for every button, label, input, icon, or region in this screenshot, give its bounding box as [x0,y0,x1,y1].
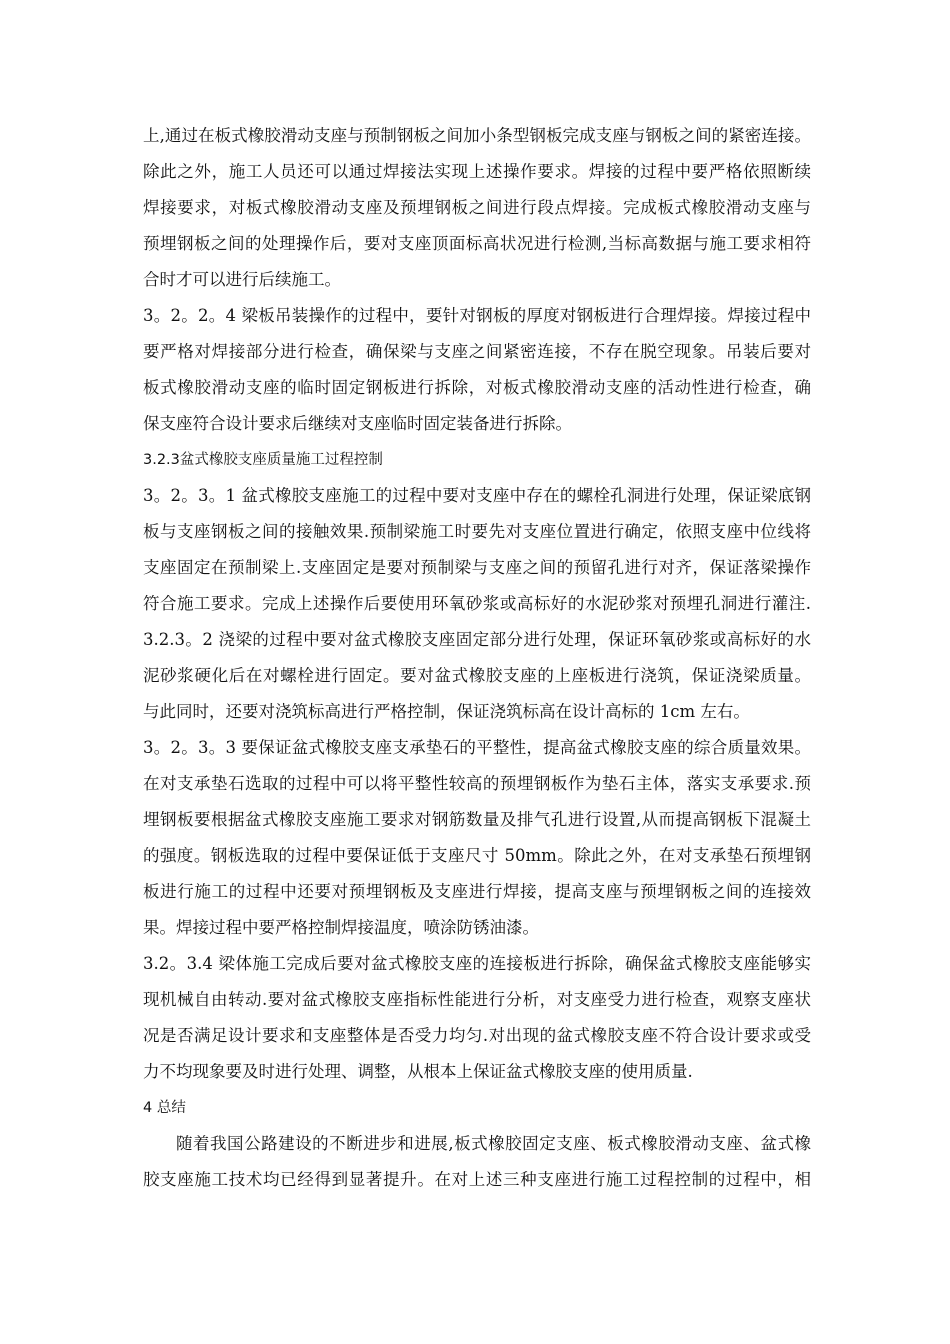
paragraph-line: 除此之外，施工人员还可以通过焊接法实现上述操作要求。焊接的过程中要严格依照断续 [143,162,811,181]
paragraph-line: 况是否满足设计要求和支座整体是否受力均匀.对出现的盆式橡胶支座不符合设计要求或受 [143,1026,811,1045]
paragraph-line: 埋钢板要根据盆式橡胶支座施工要求对钢筋数量及排气孔进行设置,从而提高钢板下混凝土 [143,810,811,829]
paragraph-line: 3。2。3。3 要保证盆式橡胶支座支承垫石的平整性，提高盆式橡胶支座的综合质量效果。 [143,738,811,757]
paragraph-line: 胶支座施工技术均已经得到显著提升。在对上述三种支座进行施工过程控制的过程中，相 [143,1170,811,1189]
paragraph-line: 在对支承垫石选取的过程中可以将平整性较高的预埋钢板作为垫石主体，落实支承要求.预 [143,774,811,793]
paragraph-line: 板式橡胶滑动支座的临时固定钢板进行拆除，对板式橡胶滑动支座的活动性进行检查，确 [143,378,811,397]
paragraph-line: 焊接要求，对板式橡胶滑动支座及预埋钢板之间进行段点焊接。完成板式橡胶滑动支座与 [143,198,811,217]
paragraph-line: 的强度。钢板选取的过程中要保证低于支座尺寸 50mm。除此之外，在对支承垫石预埋钢 [143,846,811,865]
paragraph-line: 3。2。3。1 盆式橡胶支座施工的过程中要对支座中存在的螺栓孔洞进行处理，保证梁底钢 [143,486,811,505]
paragraph-line: 预埋钢板之间的处理操作后，要对支座顶面标高状况进行检测,当标高数据与施工要求相符 [143,234,811,253]
paragraph-line: 3.2。3.4 梁体施工完成后要对盆式橡胶支座的连接板进行拆除，确保盆式橡胶支座能够实 [143,954,811,973]
paragraph-line: 泥砂浆硬化后在对螺栓进行固定。要对盆式橡胶支座的上座板进行浇筑，保证浇梁质量。 [143,666,811,685]
paragraph-line: 上,通过在板式橡胶滑动支座与预制钢板之间加小条型钢板完成支座与钢板之间的紧密连接。 [143,126,811,145]
paragraph-line: 3.2.3。2 浇梁的过程中要对盆式橡胶支座固定部分进行处理，保证环氧砂浆或高标好的水 [143,630,811,649]
paragraph-line: 板与支座钢板之间的接触效果.预制梁施工时要先对支座位置进行确定，依照支座中位线将 [143,522,811,541]
paragraph-line: 要严格对焊接部分进行检查，确保梁与支座之间紧密连接，不存在脱空现象。吊装后要对 [143,342,811,361]
paragraph-line: 与此同时，还要对浇筑标高进行严格控制，保证浇筑标高在设计高标的 1cm 左右。 [143,702,750,721]
section-heading: 3.2.3盆式橡胶支座质量施工过程控制 [143,452,383,468]
paragraph-line: 支座固定在预制梁上.支座固定是要对预制梁与支座之间的预留孔进行对齐，保证落梁操作 [143,558,811,577]
paragraph-line: 合时才可以进行后续施工。 [143,270,341,289]
paragraph-line: 板进行施工的过程中还要对预埋钢板及支座进行焊接，提高支座与预埋钢板之间的连接效 [143,882,811,901]
paragraph-line: 3。2。2。4 梁板吊装操作的过程中，要针对钢板的厚度对钢板进行合理焊接。焊接过程中 [143,306,811,325]
paragraph-line: 力不均现象要及时进行处理、调整，从根本上保证盆式橡胶支座的使用质量. [143,1062,693,1081]
section-heading: 4 总结 [143,1100,186,1116]
paragraph-line: 现机械自由转动.要对盆式橡胶支座指标性能进行分析，对支座受力进行检查，观察支座状 [143,990,811,1009]
paragraph-line: 随着我国公路建设的不断进步和进展,板式橡胶固定支座、板式橡胶滑动支座、盆式橡 [176,1134,811,1153]
paragraph-line: 符合施工要求。完成上述操作后要使用环氧砂浆或高标好的水泥砂浆对预埋孔洞进行灌注. [143,594,811,613]
paragraph-line: 保支座符合设计要求后继续对支座临时固定装备进行拆除。 [143,414,572,433]
paragraph-line: 果。焊接过程中要严格控制焊接温度，喷涂防锈油漆。 [143,918,539,937]
